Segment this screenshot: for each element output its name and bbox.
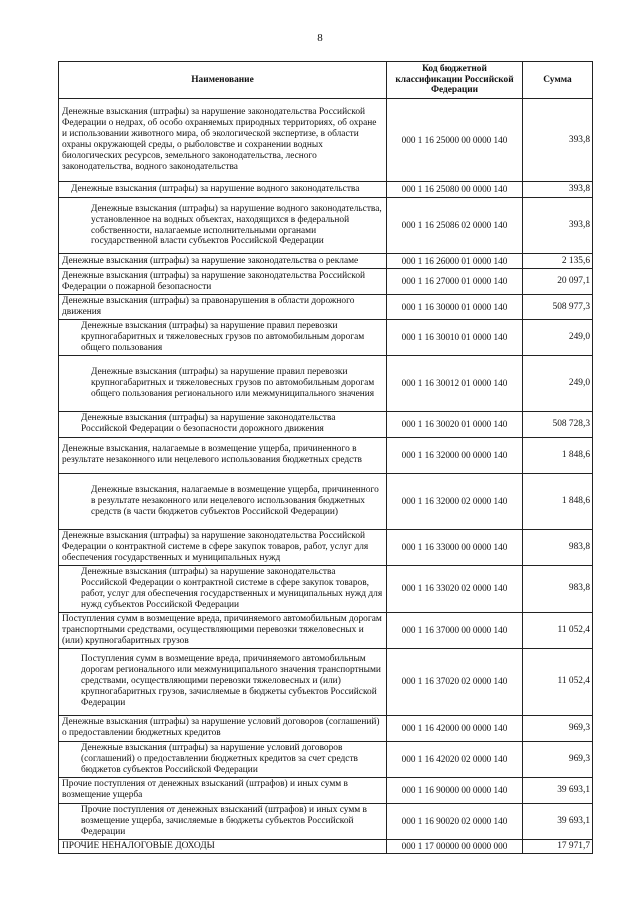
row-name: Денежные взыскания (штрафы) за нарушение условий договоров (соглашений) о предоставлении бюджетных кредитов за счет средств бюджетов субъектов Российской Федерации (59, 741, 387, 777)
row-name: Прочие поступления от денежных взысканий (штрафов) и иных сумм в возмещение ущерба (59, 777, 387, 803)
page-number: 8 (317, 32, 323, 44)
row-code: 000 1 16 30010 01 0000 140 (387, 320, 523, 356)
row-code: 000 1 16 27000 01 0000 140 (387, 269, 523, 295)
table-row (59, 715, 593, 741)
row-sum: 39 693,1 (523, 803, 593, 839)
row-name: Денежные взыскания (штрафы) за правонарушения в области дорожного движения (59, 295, 387, 320)
row-sum: 1 848,6 (523, 437, 593, 473)
row-code: 000 1 16 25000 00 0000 140 (387, 99, 523, 182)
row-name: Денежные взыскания (штрафы) за нарушение законодательства Российской Федерации о безопасности дорожного движения (59, 411, 387, 437)
table-row (59, 529, 593, 565)
row-name: ПРОЧИЕ НЕНАЛОГОВЫЕ ДОХОДЫ (59, 839, 387, 853)
row-sum: 1 848,6 (523, 473, 593, 529)
table-header-row (59, 62, 593, 99)
row-name: Денежные взыскания (штрафы) за нарушение правил перевозки крупногабаритных и тяжеловесных грузов по автомобильным дорогам общего пользования (59, 320, 387, 356)
row-code: 000 1 16 30000 01 0000 140 (387, 295, 523, 320)
row-sum: 249,0 (523, 320, 593, 356)
table-row (59, 182, 593, 198)
row-name: Прочие поступления от денежных взысканий (штрафов) и иных сумм в возмещение ущерба, зачисляемые в бюджеты субъектов Российской Федерации (59, 803, 387, 839)
budget-revenue-table (58, 61, 593, 854)
row-sum: 393,8 (523, 99, 593, 182)
row-name: Денежные взыскания (штрафы) за нарушение условий договоров (соглашений) о предоставлении бюджетных кредитов (59, 715, 387, 741)
row-sum: 11 052,4 (523, 648, 593, 715)
row-sum: 11 052,4 (523, 612, 593, 648)
table-row (59, 355, 593, 411)
header-name: Наименование (59, 62, 387, 99)
row-sum: 249,0 (523, 355, 593, 411)
row-sum: 393,8 (523, 182, 593, 198)
header-code: Код бюджетной классификации Российской Федерации (387, 62, 523, 99)
row-sum: 393,8 (523, 198, 593, 254)
row-sum: 2 135,6 (523, 254, 593, 269)
table-row (59, 777, 593, 803)
row-code: 000 1 16 30012 01 0000 140 (387, 355, 523, 411)
row-name: Поступления сумм в возмещение вреда, причиняемого автомобильным дорогам транспортными средствами, осуществляющими перевозки тяжеловесных и (или) крупногабаритных грузов (59, 612, 387, 648)
table-row (59, 803, 593, 839)
table-row (59, 99, 593, 182)
table-row (59, 320, 593, 356)
row-code: 000 1 17 00000 00 0000 000 (387, 839, 523, 853)
table-row (59, 839, 593, 853)
row-code: 000 1 16 42000 00 0000 140 (387, 715, 523, 741)
row-code: 000 1 16 33000 00 0000 140 (387, 529, 523, 565)
row-sum: 983,8 (523, 565, 593, 612)
row-sum: 508 728,3 (523, 411, 593, 437)
row-code: 000 1 16 42020 02 0000 140 (387, 741, 523, 777)
row-code: 000 1 16 30020 01 0000 140 (387, 411, 523, 437)
row-code: 000 1 16 37020 02 0000 140 (387, 648, 523, 715)
row-name: Денежные взыскания, налагаемые в возмещение ущерба, причиненного в результате незаконного или нецелевого использования бюджетных средств (в части бюджетов субъектов Российской Федерации) (59, 473, 387, 529)
table-row (59, 254, 593, 269)
row-sum: 20 097,1 (523, 269, 593, 295)
row-code: 000 1 16 33020 02 0000 140 (387, 565, 523, 612)
row-code: 000 1 16 26000 01 0000 140 (387, 254, 523, 269)
table-row (59, 198, 593, 254)
row-code: 000 1 16 37000 00 0000 140 (387, 612, 523, 648)
row-sum: 39 693,1 (523, 777, 593, 803)
row-name: Денежные взыскания, налагаемые в возмещение ущерба, причиненного в результате незаконного или нецелевого использования бюджетных средств (59, 437, 387, 473)
row-name: Денежные взыскания (штрафы) за нарушение правил перевозки крупногабаритных и тяжеловесных грузов по автомобильным дорогам общего пользования регионального или межмуниципального значения (59, 355, 387, 411)
table-row (59, 473, 593, 529)
table-row (59, 612, 593, 648)
row-sum: 969,3 (523, 715, 593, 741)
header-sum: Сумма (523, 62, 593, 99)
row-code: 000 1 16 25080 00 0000 140 (387, 182, 523, 198)
table-row (59, 437, 593, 473)
row-name: Денежные взыскания (штрафы) за нарушение законодательства Российской Федерации о недрах, об особо охраняемых природных территориях, об охране и использовании животного мира, об экологической экспертизе, в области охраны окружающей среды, о рыболовстве и сохранении водных биологических ресурсов, земельного законодательства, лесного законодательства, водного законодательства (59, 99, 387, 182)
table-row (59, 269, 593, 295)
row-code: 000 1 16 90000 00 0000 140 (387, 777, 523, 803)
row-code: 000 1 16 25086 02 0000 140 (387, 198, 523, 254)
row-name: Денежные взыскания (штрафы) за нарушение законодательства Российской Федерации о контрактной системе в сфере закупок товаров, работ, услуг для обеспечения государственных и муниципальных нужд для нужд субъектов Российской Федерации (59, 565, 387, 612)
table-row (59, 411, 593, 437)
table-row (59, 648, 593, 715)
row-sum: 983,8 (523, 529, 593, 565)
row-name: Денежные взыскания (штрафы) за нарушение водного законодательства (59, 182, 387, 198)
table-row (59, 565, 593, 612)
row-name: Денежные взыскания (штрафы) за нарушение законодательства Российской Федерации о пожарной безопасности (59, 269, 387, 295)
row-sum: 17 971,7 (523, 839, 593, 853)
row-name: Денежные взыскания (штрафы) за нарушение водного законодательства, установленное на водных объектах, находящихся в федеральной собственности, налагаемые исполнительными органами государственной власти субъектов Российской Федерации (59, 198, 387, 254)
row-sum: 508 977,3 (523, 295, 593, 320)
table-row (59, 741, 593, 777)
row-code: 000 1 16 32000 00 0000 140 (387, 437, 523, 473)
row-name: Поступления сумм в возмещение вреда, причиняемого автомобильным дорогам регионального или межмуниципального значения транспортными средствами, осуществляющими перевозки тяжеловесных и (или) крупногабаритных грузов, зачисляемые в бюджеты субъектов Российской Федерации (59, 648, 387, 715)
row-code: 000 1 16 32000 02 0000 140 (387, 473, 523, 529)
table-row (59, 295, 593, 320)
row-code: 000 1 16 90020 02 0000 140 (387, 803, 523, 839)
row-name: Денежные взыскания (штрафы) за нарушение законодательства о рекламе (59, 254, 387, 269)
row-sum: 969,3 (523, 741, 593, 777)
row-name: Денежные взыскания (штрафы) за нарушение законодательства Российской Федерации о контрактной системе в сфере закупок товаров, работ, услуг для обеспечения государственных и муниципальных нужд (59, 529, 387, 565)
